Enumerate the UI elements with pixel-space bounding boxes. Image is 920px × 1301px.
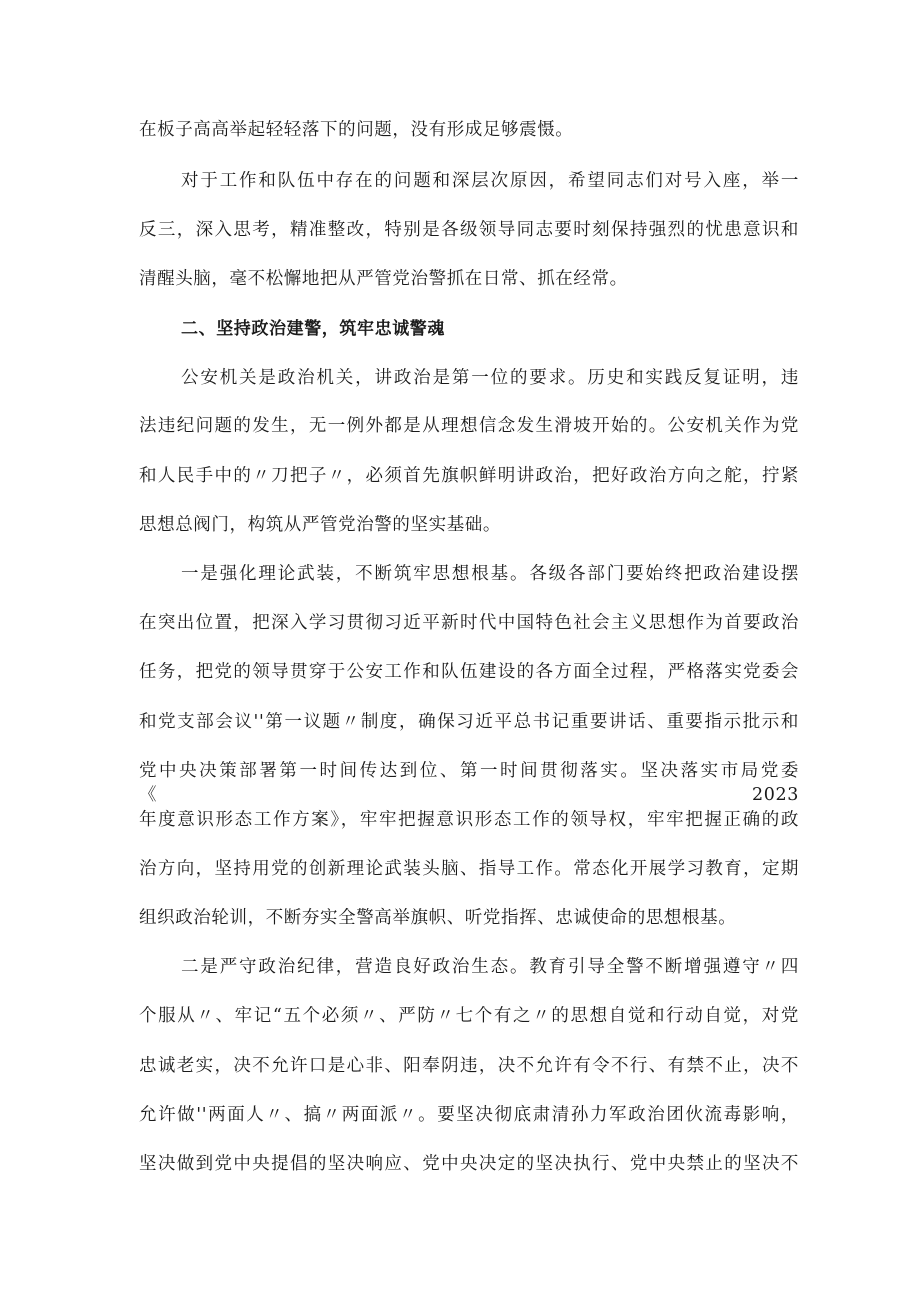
paragraph-line: 法违纪问题的发生，无一例外都是从理想信念发生滑坡开始的。公安机关作为党 [139,416,799,436]
paragraph-line: 任务，把党的领导贯穿于公安工作和队伍建设的各方面全过程，严格落实党委会 [139,662,799,682]
paragraph-line: 忠诚老实，决不允许口是心非、阳奉阴违，决不允许有令不行、有禁不止，决不 [139,1056,799,1076]
paragraph-line: 在板子高高举起轻轻落下的问题，没有形成足够震慑。 [139,120,574,140]
paragraph-line: 坚决做到党中央提倡的坚决响应、党中央决定的坚决执行、党中央禁止的坚决不 [139,1154,799,1174]
paragraph-line: 治方向，坚持用党的创新理论武装头脑、指导工作。常态化开展学习教育，定期 [139,859,799,879]
paragraph-line: 党中央决策部署第一时间传达到位、第一时间贯彻落实。坚决落实市局党委《2023 [139,761,799,805]
paragraph-line: 允许做''两面人〃、搞〃两面派〃。要坚决彻底肃清孙力军政治团伙流毒影响， [139,1105,799,1125]
paragraph-line: 二是严守政治纪律，营造良好政治生态。教育引导全警不断增强遵守〃四 [181,957,799,977]
paragraph-line: 和党支部会议''第一议题〃制度，确保习近平总书记重要讲话、重要指示批示和 [139,712,799,732]
paragraph-line: 年度意识形态工作方案》，牢牢把握意识形态工作的领导权，牢牢把握正确的政 [139,810,799,830]
section-heading: 二、坚持政治建警，筑牢忠诚警魂 [181,319,445,339]
paragraph-line: 反三，深入思考，精准整改，特别是各级领导同志要时刻保持强烈的忧患意识和 [139,220,799,240]
paragraph-line: 一是强化理论武装，不断筑牢思想根基。各级各部门要始终把政治建设摆 [181,564,799,584]
paragraph-line: 和人民手中的〃刀把子〃，必须首先旗帜鲜明讲政治，把好政治方向之舵，拧紧 [139,466,799,486]
paragraph-line: 公安机关是政治机关，讲政治是第一位的要求。历史和实践反复证明，违 [181,368,799,388]
paragraph-line: 对于工作和队伍中存在的问题和深层次原因，希望同志们对号入座，举一 [181,171,799,191]
paragraph-line: 在突出位置，把深入学习贯彻习近平新时代中国特色社会主义思想作为首要政治 [139,613,799,633]
paragraph-line: 思想总阀门，构筑从严管党治警的坚实基础。 [139,515,501,535]
paragraph-line: 清醒头脑，毫不松懈地把从严管党治警抓在日常、抓在经常。 [139,269,628,289]
paragraph-line: 个服从〃、牢记“五个必须〃、严防〃七个有之〃的思想自觉和行动自觉，对党 [139,1006,799,1026]
paragraph-line: 组织政治轮训，不断夯实全警高举旗帜、听党指挥、忠诚使命的思想根基。 [139,908,737,928]
